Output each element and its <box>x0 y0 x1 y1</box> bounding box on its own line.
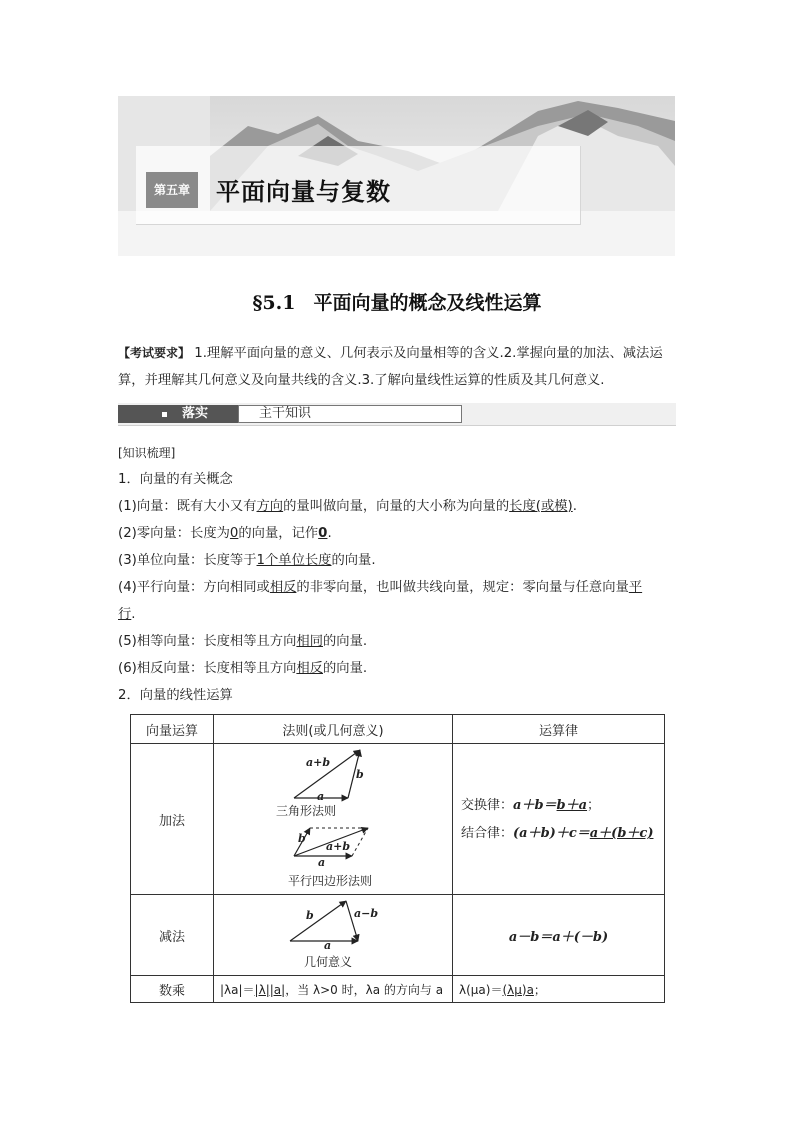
section-bar <box>118 403 676 426</box>
formula: λ(μa)＝ <box>459 982 503 997</box>
text: . <box>131 607 136 622</box>
label-a: a <box>317 790 325 803</box>
formula: (a＋b)＋c＝ <box>513 826 590 841</box>
section-title-text: 平面向量的概念及线性运算 <box>313 292 542 314</box>
table-row-addition <box>131 744 665 895</box>
vector-b-arrow <box>290 901 346 941</box>
text: ； <box>587 798 601 813</box>
text: 的向量. <box>323 634 368 649</box>
subtraction-law <box>453 895 665 976</box>
answer-blank: 相反 <box>296 661 323 676</box>
text: 的向量. <box>331 553 376 568</box>
op-name: 加法 <box>131 744 214 895</box>
dashed-edge <box>352 828 368 856</box>
bar-right-label: 主干知识 <box>259 406 312 421</box>
text: . <box>572 499 577 514</box>
square-bullet-icon <box>162 412 167 417</box>
label-b: b <box>356 768 364 781</box>
answer-blank: b＋a <box>556 798 588 813</box>
text: (4)平行向量：方向相同或 <box>118 580 270 595</box>
answer-blank: |λ||a| <box>254 982 286 997</box>
table-header: 法则(或几何意义) <box>214 715 453 744</box>
label-a-minus-b: a−b <box>354 907 379 920</box>
section-title <box>0 288 794 315</box>
answer-blank: 平 <box>628 580 643 595</box>
concept-zero-vector <box>118 524 332 544</box>
text: ，当 λ>0 时，λa 的方向与 a <box>285 982 444 997</box>
label-a: a <box>324 939 332 952</box>
triangle-rule-caption: 三角形法则 <box>276 804 337 818</box>
table-row-subtraction <box>131 895 665 976</box>
formula: a＋b＝ <box>513 798 557 813</box>
answer-blank: (λμ)a <box>502 982 534 997</box>
text: 结合律： <box>461 826 514 841</box>
answer-blank: 0 <box>318 526 328 541</box>
scalar-law <box>453 976 665 1003</box>
table-header: 运算律 <box>453 715 665 744</box>
answer-blank: a＋(b＋c) <box>589 826 654 841</box>
concept-vector <box>118 497 577 517</box>
label-a-plus-b: a+b <box>306 756 331 769</box>
concept-equal-vector <box>118 632 367 652</box>
knowledge-item-2: 2．向量的线性运算 <box>118 688 233 703</box>
label-b: b <box>306 909 314 922</box>
exam-requirements <box>118 340 678 394</box>
table-row-scalar <box>131 976 665 1003</box>
formula: a－b＝a＋(－b) <box>508 929 609 945</box>
text: 的向量. <box>323 661 368 676</box>
concept-parallel-vector <box>118 578 642 598</box>
bar-left-label: 落实 <box>182 406 209 421</box>
requirements-label: 【考试要求】 <box>118 346 191 360</box>
addition-laws <box>453 744 665 895</box>
text: ； <box>533 982 546 997</box>
table-header: 向量运算 <box>131 715 214 744</box>
answer-blank: 相同 <box>296 634 323 649</box>
text: (2)零向量：长度为 <box>118 526 230 541</box>
text: 交换律： <box>461 798 514 813</box>
op-name: 数乘 <box>131 976 214 1003</box>
answer-blank: 0 <box>229 526 239 541</box>
concept-unit-vector <box>118 551 376 571</box>
answer-blank: 长度(或模) <box>509 499 573 514</box>
vector-operations-table <box>130 714 665 1003</box>
text: 的非零向量，也叫做共线向量，规定：零向量与任意向量 <box>296 580 629 595</box>
geometric-meaning-caption: 几何意义 <box>304 955 353 969</box>
text: 的向量，记作 <box>238 526 319 541</box>
answer-blank: 行 <box>118 607 132 622</box>
table-header-row <box>131 715 665 744</box>
text: (5)相等向量：长度相等且方向 <box>118 634 297 649</box>
addition-diagrams <box>214 744 453 895</box>
op-name: 减法 <box>131 895 214 976</box>
label-a: a <box>318 856 326 869</box>
chapter-title: 平面向量与复数 <box>216 178 391 206</box>
answer-blank: 1个单位长度 <box>256 553 332 568</box>
concept-parallel-vector-cont <box>118 605 136 625</box>
bar-right-tab <box>238 405 462 423</box>
requirements-line-2: 算，并理解其几何意义及向量共线的含义.3.了解向量线性运算的性质及其几何意义. <box>118 373 605 388</box>
parallelogram-rule-caption: 平行四边形法则 <box>288 874 373 888</box>
label-b: b <box>298 832 306 845</box>
text: (3)单位向量：长度等于 <box>118 553 257 568</box>
chapter-tag: 第五章 <box>146 172 198 208</box>
scalar-rule <box>214 976 453 1003</box>
label-a-plus-b: a+b <box>326 840 351 853</box>
text: 的量叫做向量，向量的大小称为向量的 <box>283 499 510 514</box>
formula: |λa|＝ <box>220 982 255 997</box>
requirements-line-1: 1.理解平面向量的意义、几何表示及向量相等的含义.2.掌握向量的加法、减法运 <box>194 346 663 361</box>
answer-blank: 相反 <box>269 580 297 595</box>
concept-opposite-vector <box>118 659 367 679</box>
commutative-law <box>461 794 600 813</box>
text: (1)向量：既有大小又有 <box>118 499 257 514</box>
knowledge-heading: [知识梳理] <box>118 446 176 460</box>
knowledge-item-1: 1．向量的有关概念 <box>118 472 233 487</box>
section-number: §5.1 <box>252 292 296 314</box>
subtraction-diagram <box>214 895 453 976</box>
associative-law <box>461 822 653 841</box>
text: . <box>327 526 332 541</box>
answer-blank: 方向 <box>256 499 284 514</box>
bar-left-tab <box>118 405 238 423</box>
text: (6)相反向量：长度相等且方向 <box>118 661 297 676</box>
